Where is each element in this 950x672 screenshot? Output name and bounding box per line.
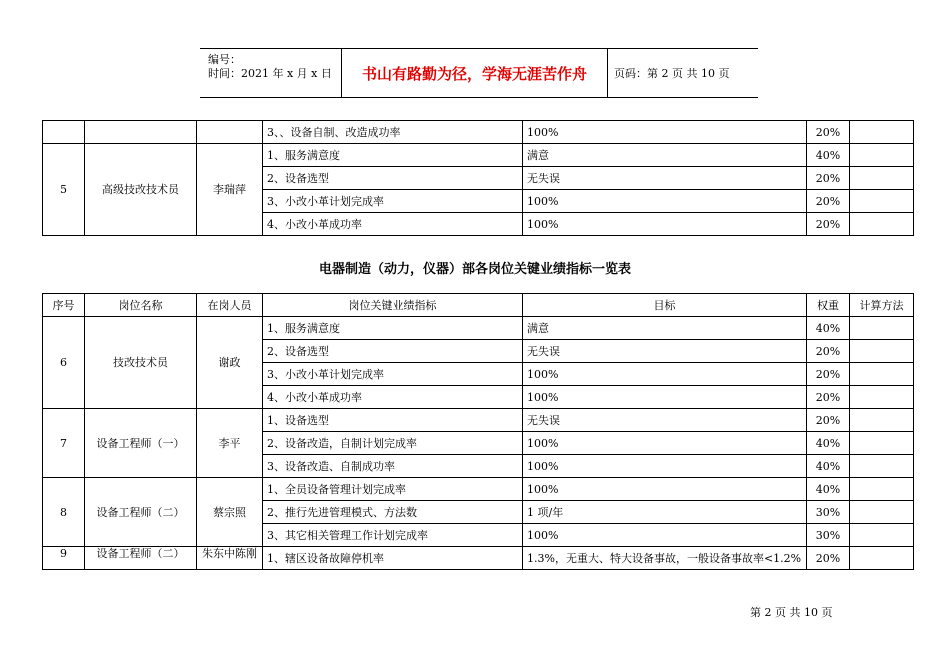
cell-method <box>850 409 914 432</box>
cell-target: 100% <box>523 213 807 236</box>
cell-kpi: 3、设备改造、自制成功率 <box>263 455 523 478</box>
kpi-table-continued <box>42 120 914 236</box>
cell-target: 满意 <box>523 317 807 340</box>
number-label: 编号： <box>208 53 241 66</box>
cell-method <box>850 340 914 363</box>
cell-weight: 40% <box>807 317 850 340</box>
cell-target: 100% <box>523 386 807 409</box>
cell-target: 满意 <box>523 144 807 167</box>
cell-person: 朱东中陈刚 <box>197 547 263 570</box>
page-footer: 第 2 页 共 10 页 <box>750 606 833 619</box>
cell-method <box>850 363 914 386</box>
cell-kpi: 1、辖区设备故障停机率 <box>263 547 523 570</box>
header-cell-post: 岗位名称 <box>85 294 197 317</box>
cell-method <box>850 455 914 478</box>
document-header <box>200 48 758 98</box>
cell-id: 6 <box>43 317 85 409</box>
cell-weight: 20% <box>807 386 850 409</box>
cell-person: 李瑞萍 <box>197 144 263 236</box>
cell-target: 100% <box>523 363 807 386</box>
cell-weight: 20% <box>807 213 850 236</box>
cell-target: 100% <box>523 190 807 213</box>
cell-weight: 20% <box>807 363 850 386</box>
page-info: 页码：第 2 页 共 10 页 <box>614 67 730 80</box>
cell-method <box>850 190 914 213</box>
cell-target: 100% <box>523 478 807 501</box>
cell-target: 1 项/年 <box>523 501 807 524</box>
cell-kpi: 1、服务满意度 <box>263 317 523 340</box>
cell-post: 高级技改技术员 <box>85 144 197 236</box>
cell-weight: 20% <box>807 190 850 213</box>
cell-post: 设备工程师（二） <box>85 478 197 547</box>
cell-method <box>850 386 914 409</box>
cell-target: 无失误 <box>523 340 807 363</box>
cell-weight: 20% <box>807 167 850 190</box>
cell-weight: 20% <box>807 547 850 570</box>
kpi-table <box>42 293 914 570</box>
cell-method <box>850 478 914 501</box>
table-header-row <box>43 294 914 317</box>
cell-person: 蔡宗照 <box>197 478 263 547</box>
table-row <box>43 478 914 501</box>
table-row <box>43 409 914 432</box>
cell-target: 100% <box>523 432 807 455</box>
cell-id: 5 <box>43 144 85 236</box>
cell-weight: 20% <box>807 121 850 144</box>
cell-target: 100% <box>523 121 807 144</box>
cell-kpi: 4、小改小革成功率 <box>263 386 523 409</box>
cell-id: 8 <box>43 478 85 547</box>
cell-person <box>197 121 263 144</box>
section-title: 电器制造（动力，仪器）部各岗位关键业绩指标一览表 <box>318 262 631 277</box>
cell-kpi: 3、、设备自制、改造成功率 <box>263 121 523 144</box>
cell-post: 设备工程师（二） <box>85 547 197 570</box>
cell-weight: 40% <box>807 144 850 167</box>
cell-weight: 30% <box>807 501 850 524</box>
cell-kpi: 3、其它相关管理工作计划完成率 <box>263 524 523 547</box>
cell-method <box>850 144 914 167</box>
table-row <box>43 121 914 144</box>
cell-person: 李平 <box>197 409 263 478</box>
header-cell-weight: 权重 <box>807 294 850 317</box>
cell-kpi: 2、设备改造，自制计划完成率 <box>263 432 523 455</box>
cell-method <box>850 547 914 570</box>
cell-method <box>850 317 914 340</box>
cell-target: 100% <box>523 524 807 547</box>
cell-post <box>85 121 197 144</box>
cell-kpi: 1、全员设备管理计划完成率 <box>263 478 523 501</box>
cell-kpi: 3、小改小革计划完成率 <box>263 363 523 386</box>
cell-kpi: 1、服务满意度 <box>263 144 523 167</box>
cell-weight: 20% <box>807 409 850 432</box>
table-row <box>43 144 914 167</box>
cell-kpi: 2、设备选型 <box>263 340 523 363</box>
cell-kpi: 4、小改小革成功率 <box>263 213 523 236</box>
time-label: 时间：2021 年 x 月 x 日 <box>208 67 332 80</box>
cell-method <box>850 432 914 455</box>
cell-target: 无失误 <box>523 167 807 190</box>
header-cell-target: 目标 <box>523 294 807 317</box>
cell-target: 100% <box>523 455 807 478</box>
cell-id: 7 <box>43 409 85 478</box>
header-cell-method: 计算方法 <box>850 294 914 317</box>
cell-post: 技改技术员 <box>85 317 197 409</box>
header-cell-kpi: 岗位关键业绩指标 <box>263 294 523 317</box>
cell-target: 1.3%，无重大、特大设备事故，一般设备事故率<1.2% <box>523 547 807 570</box>
table-row <box>43 317 914 340</box>
header-cell-person: 在岗人员 <box>197 294 263 317</box>
cell-method <box>850 524 914 547</box>
cell-weight: 40% <box>807 432 850 455</box>
cell-method <box>850 213 914 236</box>
cell-weight: 40% <box>807 478 850 501</box>
cell-person: 谢政 <box>197 317 263 409</box>
cell-weight: 30% <box>807 524 850 547</box>
cell-kpi: 2、推行先进管理模式、方法数 <box>263 501 523 524</box>
header-cell-id: 序号 <box>43 294 85 317</box>
table-row <box>43 547 914 570</box>
cell-weight: 20% <box>807 340 850 363</box>
cell-post: 设备工程师（一） <box>85 409 197 478</box>
cell-kpi: 2、设备选型 <box>263 167 523 190</box>
cell-kpi: 1、设备选型 <box>263 409 523 432</box>
cell-weight: 40% <box>807 455 850 478</box>
cell-target: 无失误 <box>523 409 807 432</box>
cell-id <box>43 121 85 144</box>
cell-method <box>850 501 914 524</box>
cell-method <box>850 167 914 190</box>
cell-method <box>850 121 914 144</box>
cell-kpi: 3、小改小革计划完成率 <box>263 190 523 213</box>
cell-id: 9 <box>43 547 85 570</box>
motto: 书山有路勤为径，学海无涯苦作舟 <box>342 49 608 97</box>
header-meta <box>200 49 342 97</box>
